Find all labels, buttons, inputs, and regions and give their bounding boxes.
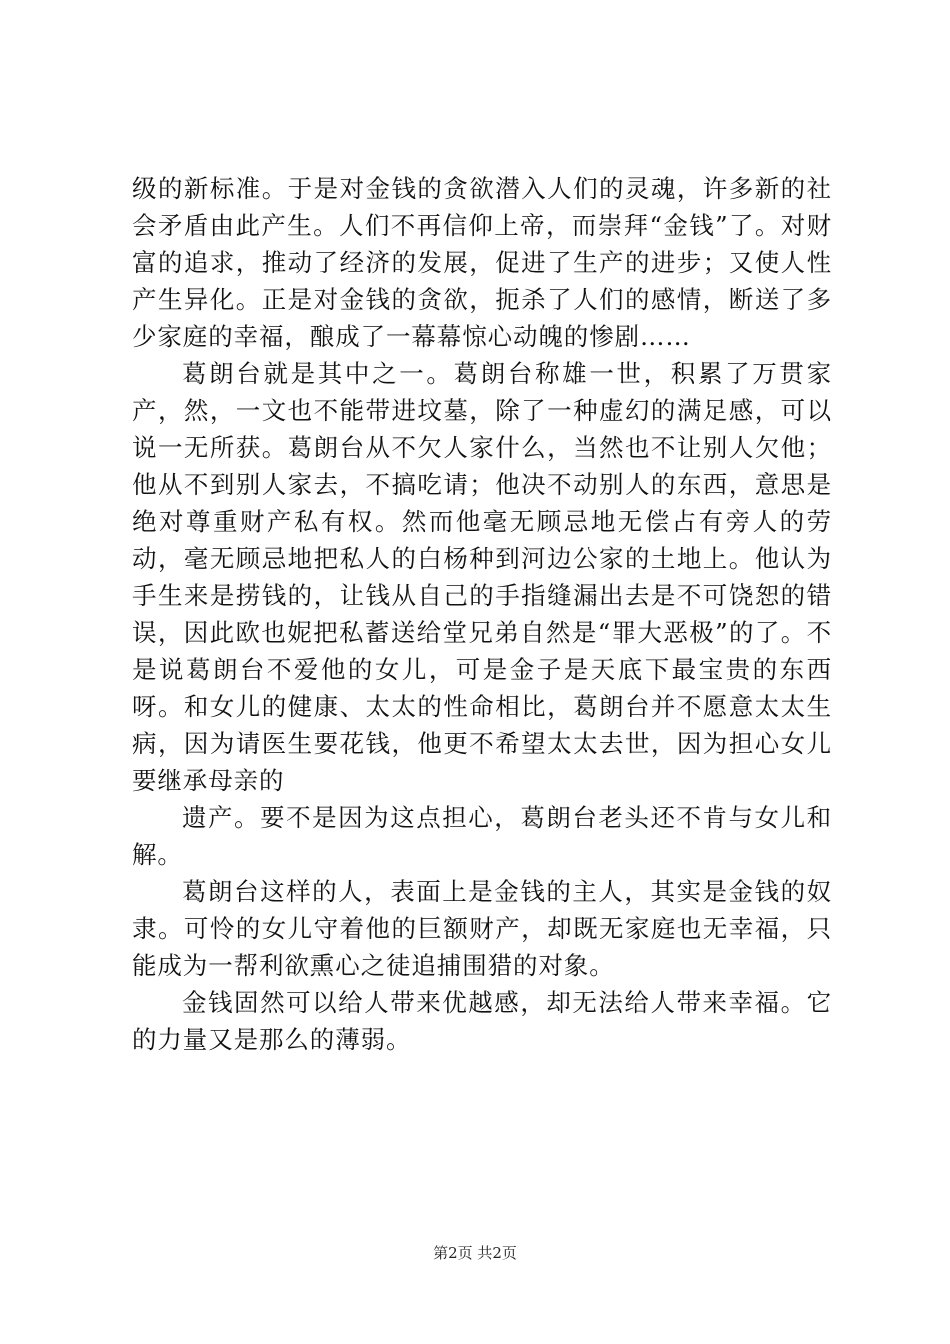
paragraph-2: 葛朗台就是其中之一。葛朗台称雄一世，积累了万贯家产，然，一文也不能带进坟墓，除了一种虚幻的满足感，可以说一无所获。葛朗台从不欠人家什么，当然也不让别人欠他；他从不到别人家去，不搞吃请；他决不动别人的东西，意思是绝对尊重财产私有权。然而他毫无顾忌地无偿占有旁人的劳动，毫无顾忌地把私人的白杨种到河边公家的土地上。他认为手生来是捞钱的，让钱从自己的手指缝漏出去是不可饶恕的错误，因此欧也妮把私蓄送给堂兄弟自然是“罪大恶极”的了。不是说葛朗台不爱他的女儿，可是金子是天底下最宝贵的东西呀。和女儿的健康、太太的性命相比，葛朗台并不愿意太太生病，因为请医生要花钱，他更不希望太太去世，因为担心女儿要继承母亲的 xyxy=(132,359,832,795)
document-body xyxy=(132,170,832,1058)
page-number-footer: 第2页 共2页 xyxy=(433,1244,517,1262)
paragraph-5: 金钱固然可以给人带来优越感，却无法给人带来幸福。它的力量又是那么的薄弱。 xyxy=(132,988,832,1054)
paragraph-1: 级的新标准。于是对金钱的贪欲潜入人们的灵魂，许多新的社会矛盾由此产生。人们不再信仰上帝，而崇拜“金钱”了。对财富的追求，推动了经济的发展，促进了生产的进步；又使人性产生异化。正是对金钱的贪欲，扼杀了人们的感情，断送了多少家庭的幸福，酿成了一幕幕惊心动魄的惨剧…… xyxy=(132,174,832,351)
paragraph-3: 遗产。要不是因为这点担心，葛朗台老头还不肯与女儿和解。 xyxy=(132,803,832,869)
paragraph-4: 葛朗台这样的人，表面上是金钱的主人，其实是金钱的奴隶。可怜的女儿守着他的巨额财产，却既无家庭也无幸福，只能成为一帮利欲熏心之徒追捕围猎的对象。 xyxy=(132,877,832,980)
